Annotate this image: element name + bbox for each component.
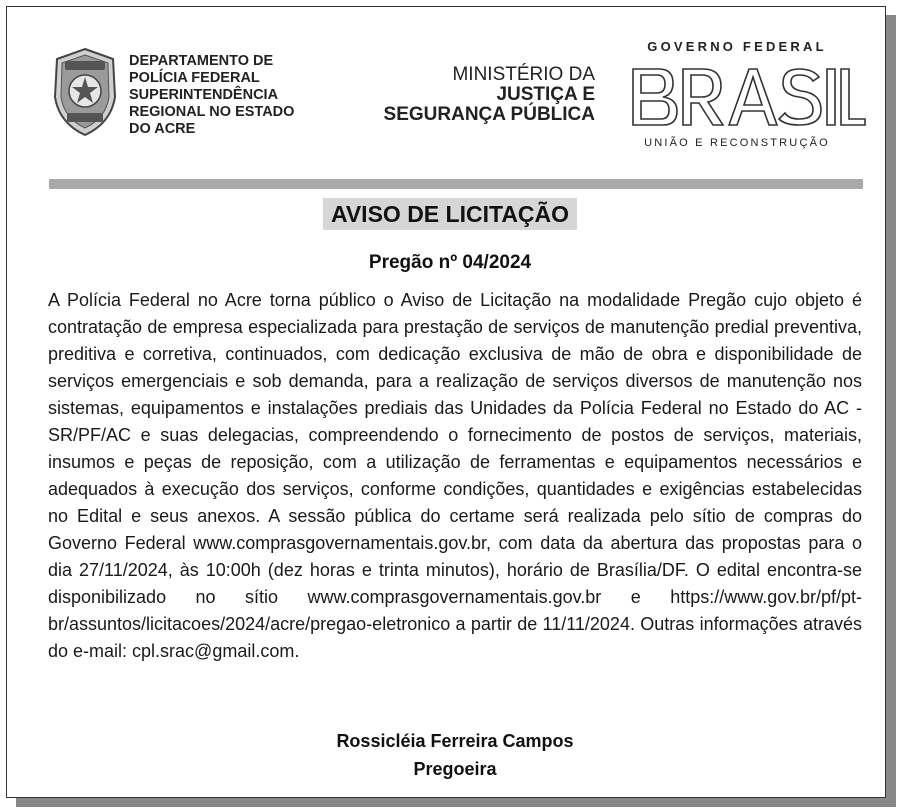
ministry-line: JUSTIÇA E (496, 84, 595, 105)
department-line: DEPARTAMENTO DE (129, 53, 274, 69)
gov-bottom-text: UNIÃO E RECONSTRUÇÃO (644, 137, 830, 149)
department-name (129, 53, 329, 138)
header (7, 7, 885, 177)
gov-top-text: GOVERNO FEDERAL (647, 39, 827, 54)
department-line: REGIONAL NO ESTADO (129, 104, 295, 120)
department-line: SUPERINTENDÊNCIA (129, 87, 279, 103)
title-wrap (0, 198, 900, 230)
notice-title: AVISO DE LICITAÇÃO (323, 198, 577, 230)
police-seal-icon (49, 47, 121, 137)
ministry-line: MINISTÉRIO DA (452, 64, 595, 85)
ministry-logo (359, 65, 595, 125)
department-line: DO ACRE (129, 121, 196, 137)
department-line: POLÍCIA FEDERAL (129, 70, 260, 86)
notice-body: A Polícia Federal no Acre torna público o Aviso de Licitação na modalidade Pregão cujo objeto é contratação de empresa especializada para prestação de serviços de manutenção predial preventiva, preditiva e corretiva, continuados, com dedicação exclusiva de mão de obra e disponibilidade de serviços emergenciais e sob demanda, para a realização de serviços diversos de manutenção nos sistemas, equipamentos e instalações prediais das Unidades da Polícia Federal no Estado do AC - SR/PF/AC e suas delegacias, compreendendo o fornecimento de postos de serviços, materiais, insumos e peças de reposição, com a utilização de ferramentas e equipamentos necessários e adequados à execução dos serviços, conforme condições, quantidades e exigências estabelecidas no Edital e seus anexos. A sessão pública do certame será realizada pelo sítio de compras do Governo Federal www.comprasgovernamentais.gov.br, com data da abertura das propostas para o dia 27/11/2024, às 10:00h (dez horas e trinta minutos), horário de Brasília/DF. O edital encontra-se disponibilizado no sítio www.comprasgovernamentais.gov.br e https://www.gov.br/pf/pt-br/assuntos/licitacoes/2024/acre/pregao-eletronico a partir de 11/11/2024. Outras informações através do e-mail: cpl.srac@gmail.com. (48, 290, 862, 661)
ministry-line: SEGURANÇA PÚBLICA (383, 104, 595, 125)
signatory-name: Rossicléia Ferreira Campos (336, 731, 574, 751)
header-divider (49, 179, 863, 189)
signature-block (0, 727, 900, 783)
brasil-wordmark-icon (629, 59, 869, 135)
signatory-role: Pregoeira (413, 759, 497, 779)
notice-subtitle: Pregão nº 04/2024 (368, 252, 532, 273)
government-logo (629, 39, 869, 159)
